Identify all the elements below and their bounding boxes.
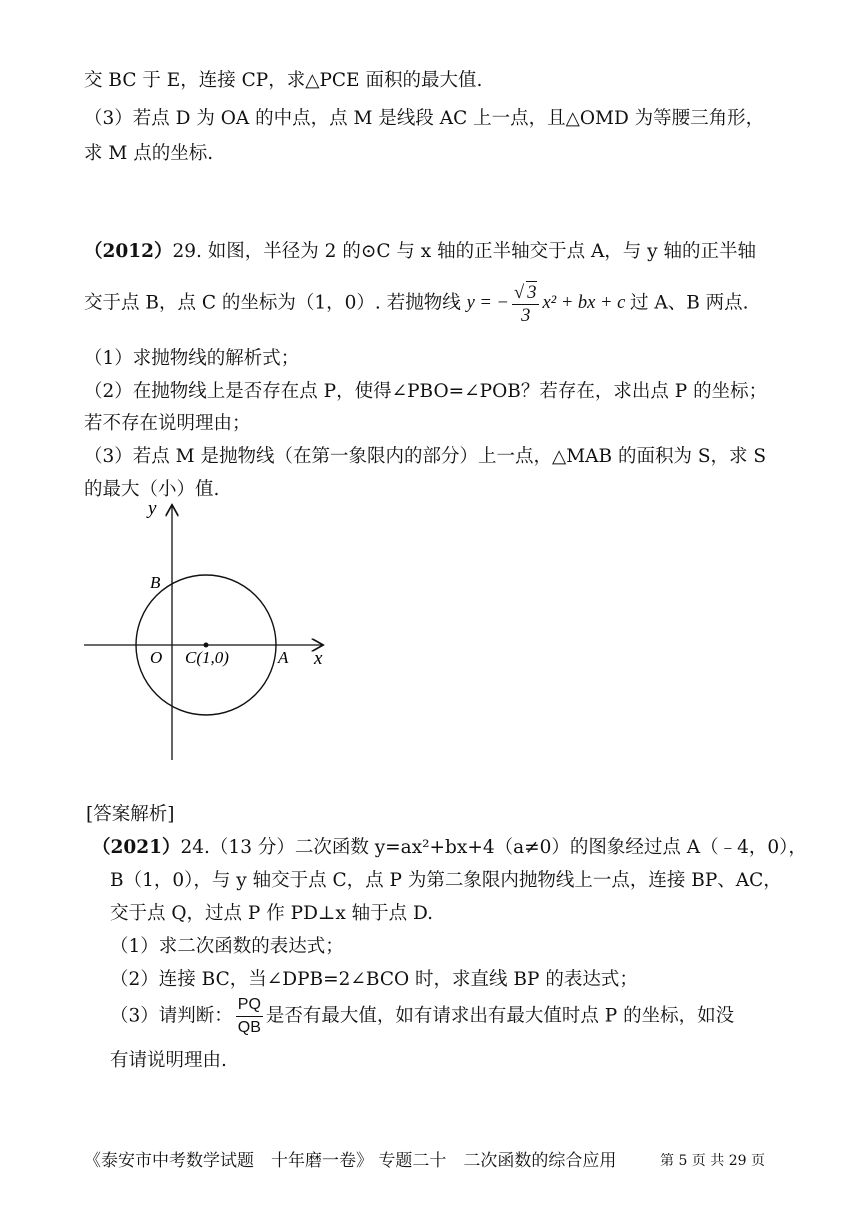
text-line: （3）若点 D 为 OA 的中点，点 M 是线段 AC 上一点，且△OMD 为等腰三角形， (84, 108, 765, 129)
formula-lhs: y = − (466, 293, 510, 314)
footer-title: 《泰安市中考数学试题 十年磨一卷》 专题二十 二次函数的综合应用 (84, 1151, 617, 1171)
text-line: 交 BC 于 E，连接 CP，求△PCE 面积的最大值. (84, 70, 483, 91)
answer-q2: （2）连接 BC，当∠DPB=2∠BCO 时，求直线 BP 的表达式； (110, 969, 638, 990)
question-2-cont: 若不存在说明理由； (84, 413, 251, 434)
point-c-label: C(1,0) (185, 648, 229, 667)
answer-heading: [答案解析] (86, 804, 175, 825)
origin-label: O (150, 648, 163, 667)
problem-year: （2012） (84, 241, 173, 262)
center-point (204, 643, 209, 648)
y-label: y (148, 498, 157, 519)
answer-text: 24.（13 分）二次函数 y=ax²+bx+4（a≠0）的图象经过点 A（﹣4，0）， (180, 837, 807, 858)
answer-line1 (92, 833, 807, 859)
x-label: x (314, 648, 323, 669)
point-b-label: B (150, 573, 161, 592)
parabola-formula (466, 283, 630, 326)
answer-q3 (110, 994, 734, 1039)
problem-text: 29. 如图，半径为 2 的⊙C 与 x 轴的正半轴交于点 A，与 y 轴的正半轴 (172, 241, 757, 262)
answer-year: （2021） (92, 837, 181, 858)
text-line: 求 M 点的坐标. (84, 143, 214, 164)
problem-2012-line1 (84, 237, 756, 263)
answer-text: 是否有最大值，如有请求出有最大值时点 P 的坐标，如没 (265, 1005, 735, 1027)
pq-over-qb (236, 994, 263, 1039)
question-1: （1）求抛物线的解析式； (84, 348, 300, 369)
circle-figure (84, 498, 334, 763)
problem-2012-line2 (84, 281, 749, 327)
page-number: 第 5 页 共 29 页 (660, 1153, 765, 1169)
answer-q1: （1）求二次函数的表达式； (110, 936, 344, 957)
frac-denominator: QB (237, 1019, 261, 1036)
answer-q3-cont: 有请说明理由. (110, 1050, 227, 1071)
question-2: （2）在抛物线上是否存在点 P，使得∠PBO=∠POB？若存在，求出点 P 的坐标； (84, 381, 768, 402)
formula-rest: x² + bx + c (542, 293, 626, 314)
answer-text: （3）请判断： (110, 1005, 233, 1027)
problem-text: 交于点 B，点 C 的坐标为（1，0）. 若抛物线 (84, 292, 461, 314)
problem-text: 过 A、B 两点. (629, 292, 749, 314)
question-3-cont: 的最大（小）值. (84, 479, 220, 500)
frac-denominator: 3 (521, 306, 531, 326)
sqrt3-over-3: $\frac{√ 3}{3}$ (512, 281, 539, 327)
frac-numerator: PQ (236, 994, 263, 1017)
answer-line2: B（1，0），与 y 轴交于点 C，点 P 为第二象限内抛物线上一点，连接 BP、AC， (110, 870, 782, 891)
answer-line3: 交于点 Q，过点 P 作 PD⊥x 轴于点 D. (110, 903, 434, 924)
sqrt-radicand: 3 (527, 283, 537, 303)
point-a-label: A (278, 648, 289, 667)
question-3: （3）若点 M 是抛物线（在第一象限内的部分）上一点，△MAB 的面积为 S，求 S (84, 446, 767, 467)
